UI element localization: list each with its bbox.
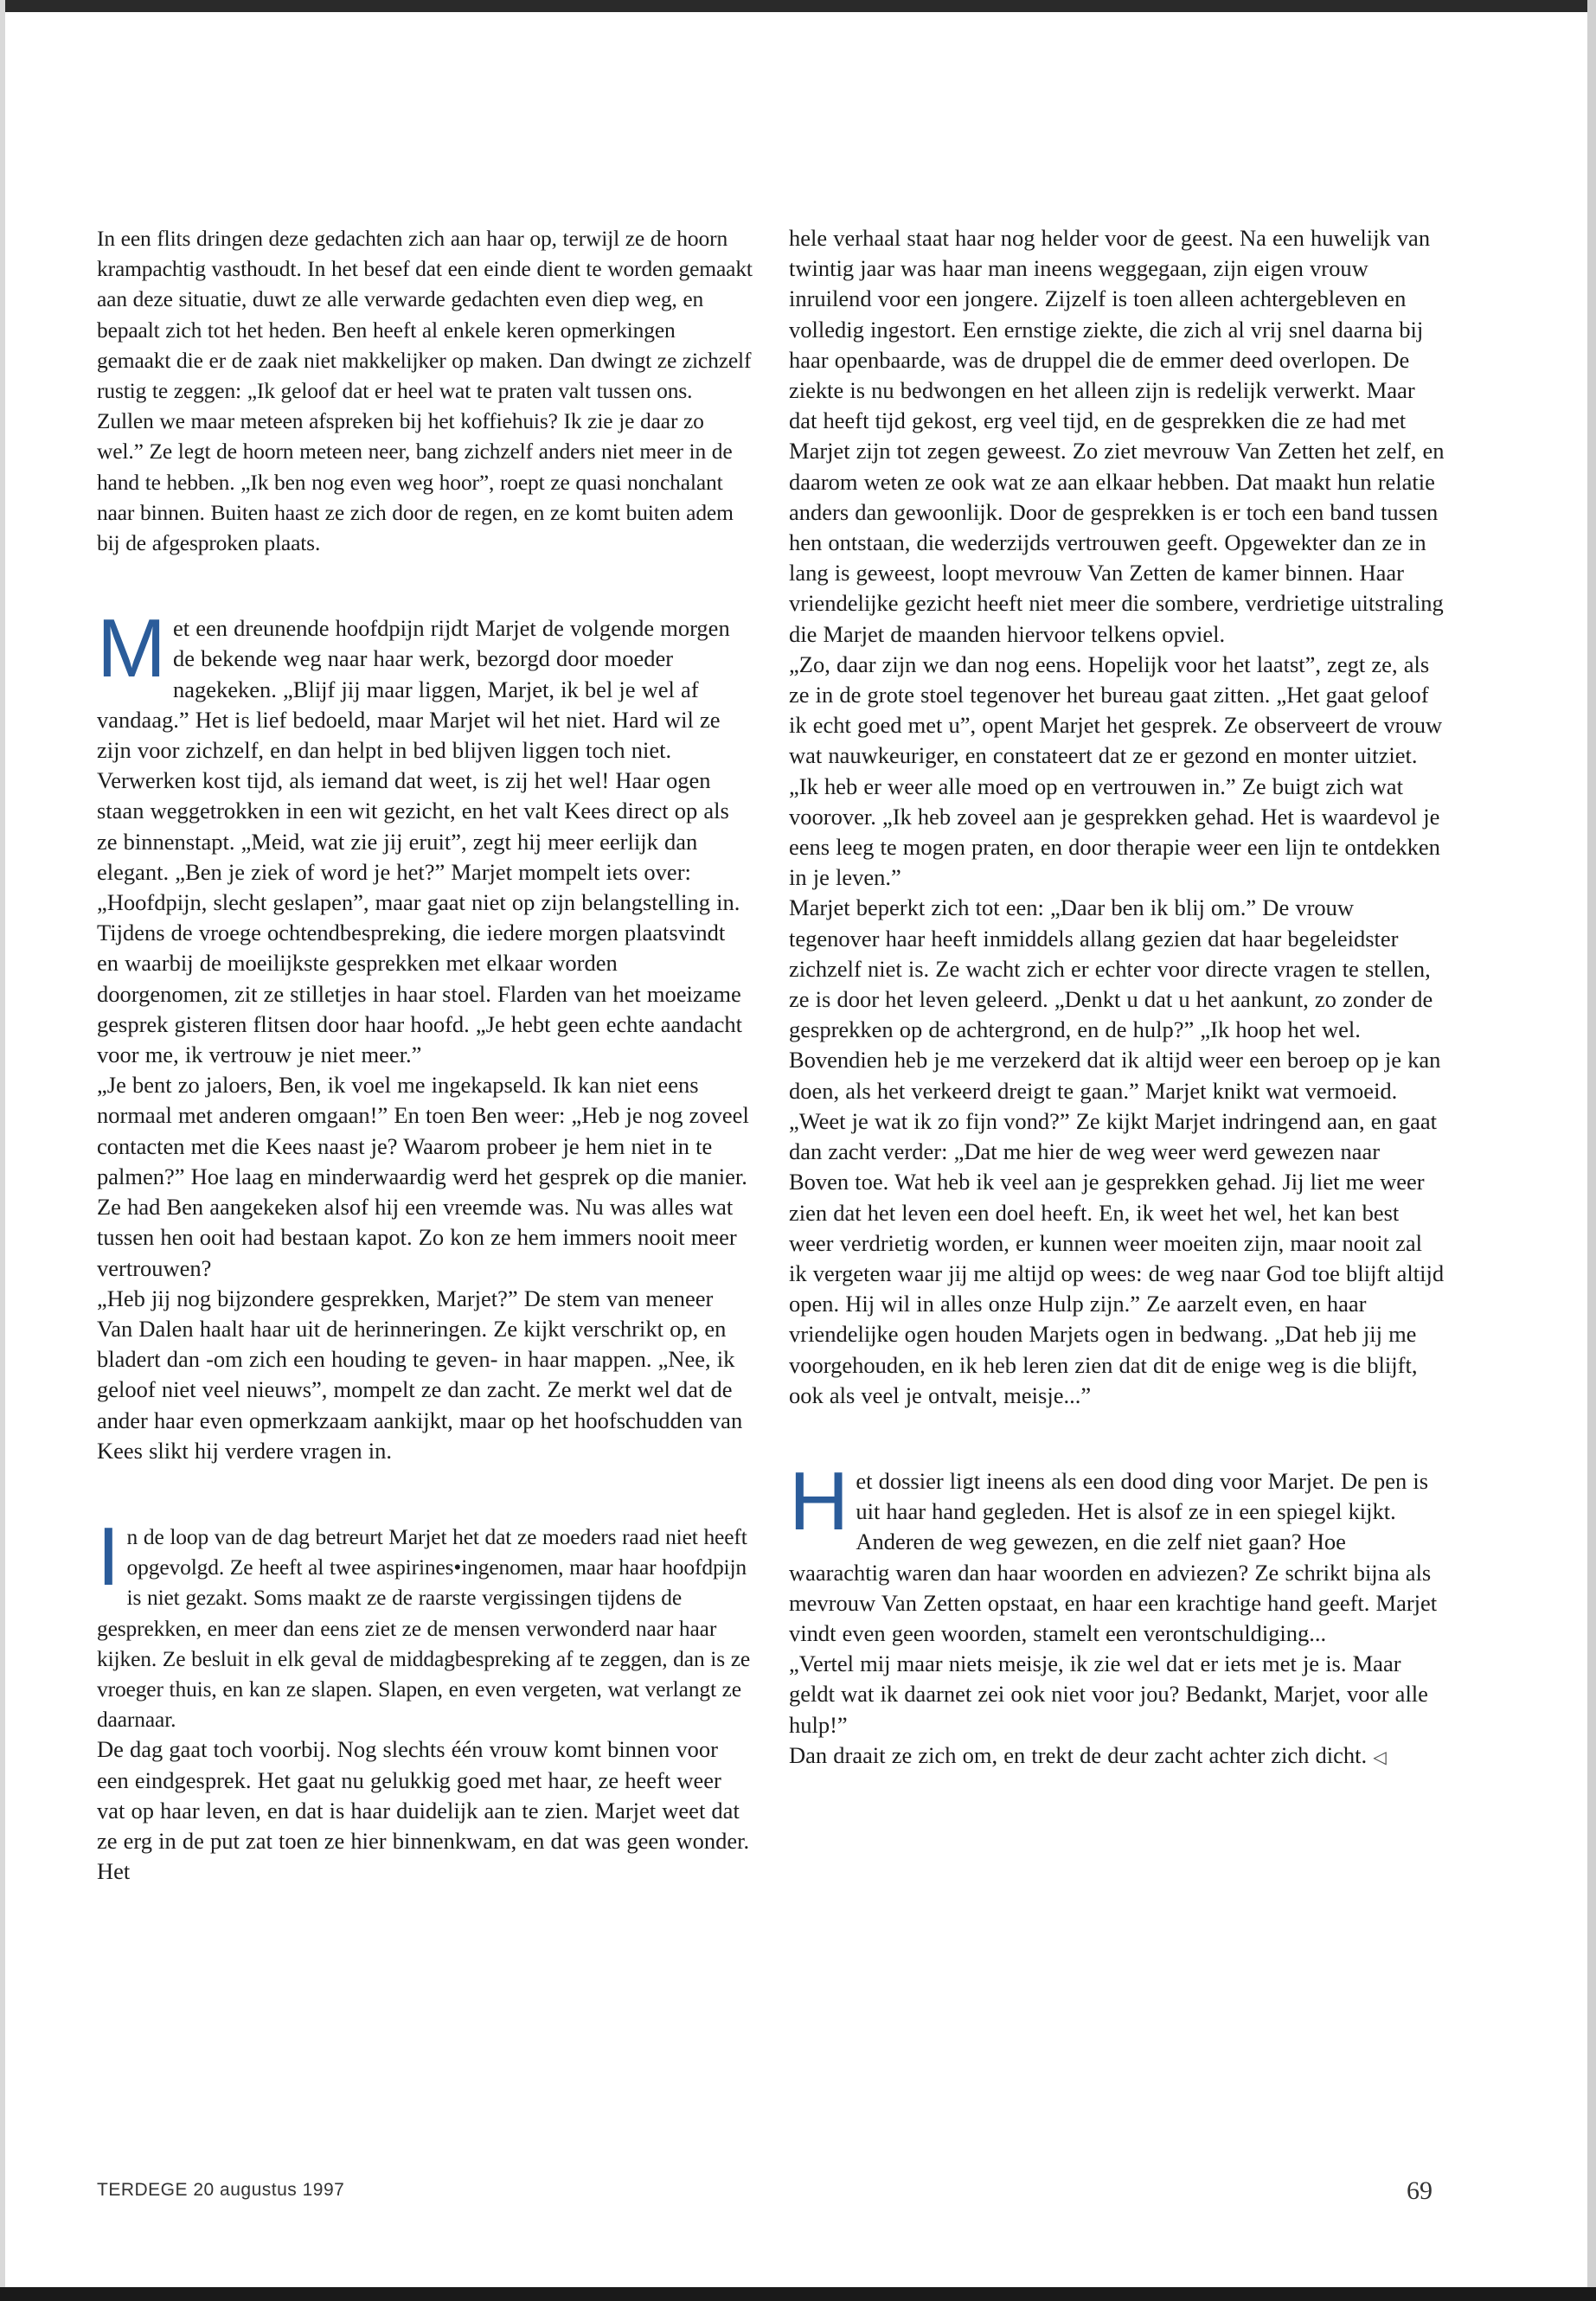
page-number: 69 [1407, 2176, 1433, 2205]
paragraph: „Heb jij nog bijzondere gesprekken, Marjet?” De stem van meneer Van Dalen haalt haar uit de herinneringen. Ze kijkt verschrikt op, en bladert dan -om zich een houding te geven- in haar mappen. „Nee, ik geloof niet veel nieuws”, mompelt ze dan zacht. Ze merkt wel dat de ander haar even opmerkzaam aankijkt, maar op het hoofschudden van Kees slikt hij verdere vragen in. [97, 1285, 743, 1464]
paragraph: hele verhaal staat haar nog helder voor de geest. Na een huwelijk van twintig jaar was haar man ineens weggegaan, zijn eigen vrouw inruilend voor een jongere. Zijzelf is toen alleen achtergebleven en volledig ingestort. Een ernstige ziekte, die zich al vrij snel daarna bij haar openbaarde, was de druppel die de emmer deed overlopen. De ziekte is nu bedwongen en het alleen zijn is redelijk verwerkt. Maar dat heeft tijd gekost, erg veel tijd, en de gesprekken die ze had met Marjet zijn tot zegen geweest. Zo ziet mevrouw Van Zetten het zelf, en daarom weten ze ook wat ze aan elkaar hebben. Dat maakt hun relatie anders dan gewoonlijk. Door de gesprekken is er toch een band tussen hen ontstaan, die wederzijds vertrouwen geeft. Opgewekter dan ze in lang is geweest, loopt mevrouw Van Zetten de kamer binnen. Haar vriendelijke gezicht heeft niet meer die sombere, verdrietige uitstraling die Marjet de maanden hiervoor telkens opviel. [789, 225, 1445, 647]
paragraph: „Zo, daar zijn we dan nog eens. Hopelijk voor het laatst”, zegt ze, als ze in de grote stoel tegenover het bureau gaat zitten. „Het gaat geloof ik echt goed met u”, opent Marjet het gesprek. Ze observeert de vrouw wat nauwkeuriger, en constateert dat ze er gezond en monter uitziet. „Ik heb er weer alle moed op en vertrouwen in.” Ze buigt zich wat voorover. „Ik heb zoveel aan je gesprekken gehad. Het is waardevol je eens leeg te mogen praten, en door therapie weer een lijn te ontdekken in je leven.” [789, 651, 1443, 891]
section-opening-paragraph [97, 1509, 753, 1734]
section-opening-paragraph [789, 1454, 1445, 1649]
scan-border-right [1587, 0, 1596, 2301]
paragraph [789, 1740, 1445, 1772]
paragraph: Marjet beperkt zich tot een: „Daar ben ik blij om.” De vrouw tegenover haar heeft inmiddels allang gezien dat haar begeleidster zichzelf niet is. Ze wacht zich er echter voor directe vragen te stellen, ze is door het leven geleerd. „Denkt u dat u het aankunt, zo zonder de gesprekken op de achtergrond, en de hulp?” „Ik hoop het wel. Bovendien heb je me verzekerd dat ik altijd weer een beroep op je kan doen, als het verkeerd dreigt te gaan.” Marjet knikt wat vermoeid. „Weet je wat ik zo fijn vond?” Ze kijkt Marjet indringend aan, en gaat dan zacht verder: „Dat me hier de weg weer werd gewezen naar Boven toe. Wat heb ik veel aan je gesprekken gehad. Jij liet me weer zien dat het leven een doel heeft. En, ik weet het wel, het kan best weer verdrietig worden, er kunnen weer moeiten zijn, maar nooit zal ik vergeten waar jij me altijd op wees: de weg naar God toe blijft altijd open. Hij wil in alles onze Hulp zijn.” Ze aarzelt even, en haar vriendelijke ogen houden Marjets ogen in bedwang. „Dat heb jij me voorgehouden, en ik heb leren zien dat dit de enige weg is die blijft, ook als veel je ontvalt, meisje...” [789, 894, 1445, 1408]
paragraph: Tijdens de vroege ochtendbespreking, die iedere morgen plaatsvindt en waarbij de moeilijkste gesprekken met elkaar worden doorgenomen, zit ze stilletjes in haar stoel. Flarden van het moeizame gesprek gisteren flitsen door haar hoofd. „Je hebt geen echte aandacht voor me, ik vertrouw je niet meer.” [97, 920, 742, 1068]
left-column [97, 223, 753, 1887]
paragraph-text: et een dreunende hoofdpijn rijdt Marjet de volgende morgen de bekende weg naar haar werk, bezorgd door moeder nagekeken. „Blijf jij maar liggen, Marjet, ik bel je wel af vandaag.” Het is lief bedoeld, maar Marjet wil het niet. Hard wil ze zijn voor zichzelf, en dan helpt in bed blijven liggen toch niet. Verwerken kost tijd, als iemand dat weet, is zij het wel! Haar ogen staan weggetrokken in een wit gezicht, en het valt Kees direct op als ze binnenstapt. „Meid, wat zie jij eruit”, zegt hij meer eerlijk dan elegant. „Ben je ziek of word je het?” Marjet mompelt iets over: „Hoofdpijn, slecht geslapen”, maar gaat niet op zijn belangstelling in. [97, 615, 740, 916]
publication-footer: TERDEGE 20 augustus 1997 [97, 2180, 345, 2200]
paragraph: In een flits dringen deze gedachten zich aan haar op, terwijl ze de hoorn krampachtig vasthoudt. In het besef dat een einde dient te worden gemaakt aan deze situatie, duwt ze alle verwarde gedachten even diep weg, en bepaalt zich tot het heden. Ben heeft al enkele keren opmerkingen gemaakt die er de zaak niet makkelijker op maken. Dan dwingt ze zichzelf rustig te zeggen: „Ik geloof dat er heel wat te praten valt tussen ons. Zullen we maar meteen afspreken bij het koffiehuis? Ik zie je daar zo wel.” Ze legt de hoorn meteen neer, bang zichzelf anders niet meer in de hand te hebben. „Ik ben nog even weg hoor”, roept ze quasi nonchalant naar binnen. Buiten haast ze zich door de regen, en ze komt buiten adem bij de afgesproken plaats. [97, 226, 753, 556]
scan-border-left [0, 0, 5, 2301]
paragraph-text: et dossier ligt ineens als een dood ding voor Marjet. De pen is uit haar hand gegleden. Het is alsof ze in een spiegel kijkt. Anderen de weg gewezen, en die zelf niet gaan? Hoe waarachtig waren dan haar woorden en adviezen? Ze schrikt bijna als mevrouw Van Zetten opstaat, en haar een krachtige hand geeft. Marjet vindt even geen woorden, stamelt een verontschuldiging... [789, 1467, 1438, 1646]
end-of-article-icon: ◁ [1373, 1746, 1387, 1767]
paragraph: „Vertel mij maar niets meisje, ik zie wel dat er iets met je is. Maar geldt wat ik daarnet zei ook niet voor jou? Bedankt, Marjet, voor alle hulp!” [789, 1650, 1428, 1738]
scan-border-bottom [0, 2287, 1596, 2301]
right-column [789, 223, 1445, 1772]
section-opening-paragraph [97, 602, 753, 918]
paragraph-text: n de loop van de dag betreurt Marjet het dat ze moeders raad niet heeft opgevolgd. Ze heeft al twee aspirines•ingenomen, maar haar hoofdpijn is niet gezakt. Soms maakt ze de raarste vergissingen tijdens de gesprekken, en meer dan eens ziet ze de mensen verwonderd naar haar kijken. Ze besluit in elk geval de middagbespreking af te zeggen, dan is ze vroeger thuis, en kan ze slapen. Slapen, en even vergeten, wat verlangt ze daarnaar. [97, 1523, 751, 1733]
scan-border-top [0, 0, 1596, 12]
paragraph: „Je bent zo jaloers, Ben, ik voel me ingekapseld. Ik kan niet eens normaal met anderen omgaan!” En toen Ben weer: „Heb je nog zoveel contacten met die Kees naast je? Waarom probeer je hem niet in te palmen?” Hoe laag en minderwaardig werd het gesprek op die manier. Ze had Ben aangekeken alsof hij een vreemde was. Nu was alles wat tussen hen ooit had bestaan kapot. Zo kon ze hem immers nooit meer vertrouwen? [97, 1072, 749, 1281]
drop-cap: H [789, 1454, 849, 1548]
drop-cap: M [97, 602, 166, 695]
paragraph-text: Dan draait ze zich om, en trekt de deur zacht achter zich dicht. [789, 1741, 1368, 1768]
drop-cap: I [97, 1509, 120, 1603]
paragraph: De dag gaat toch voorbij. Nog slechts één vrouw komt binnen voor een eindgesprek. Het gaat nu gelukkig goed met haar, ze heeft weer vat op haar leven, en dat is haar duidelijk aan te zien. Marjet weet dat ze erg in de put zat toen ze hier binnenkwam, en dat was geen wonder. Het [97, 1736, 750, 1885]
